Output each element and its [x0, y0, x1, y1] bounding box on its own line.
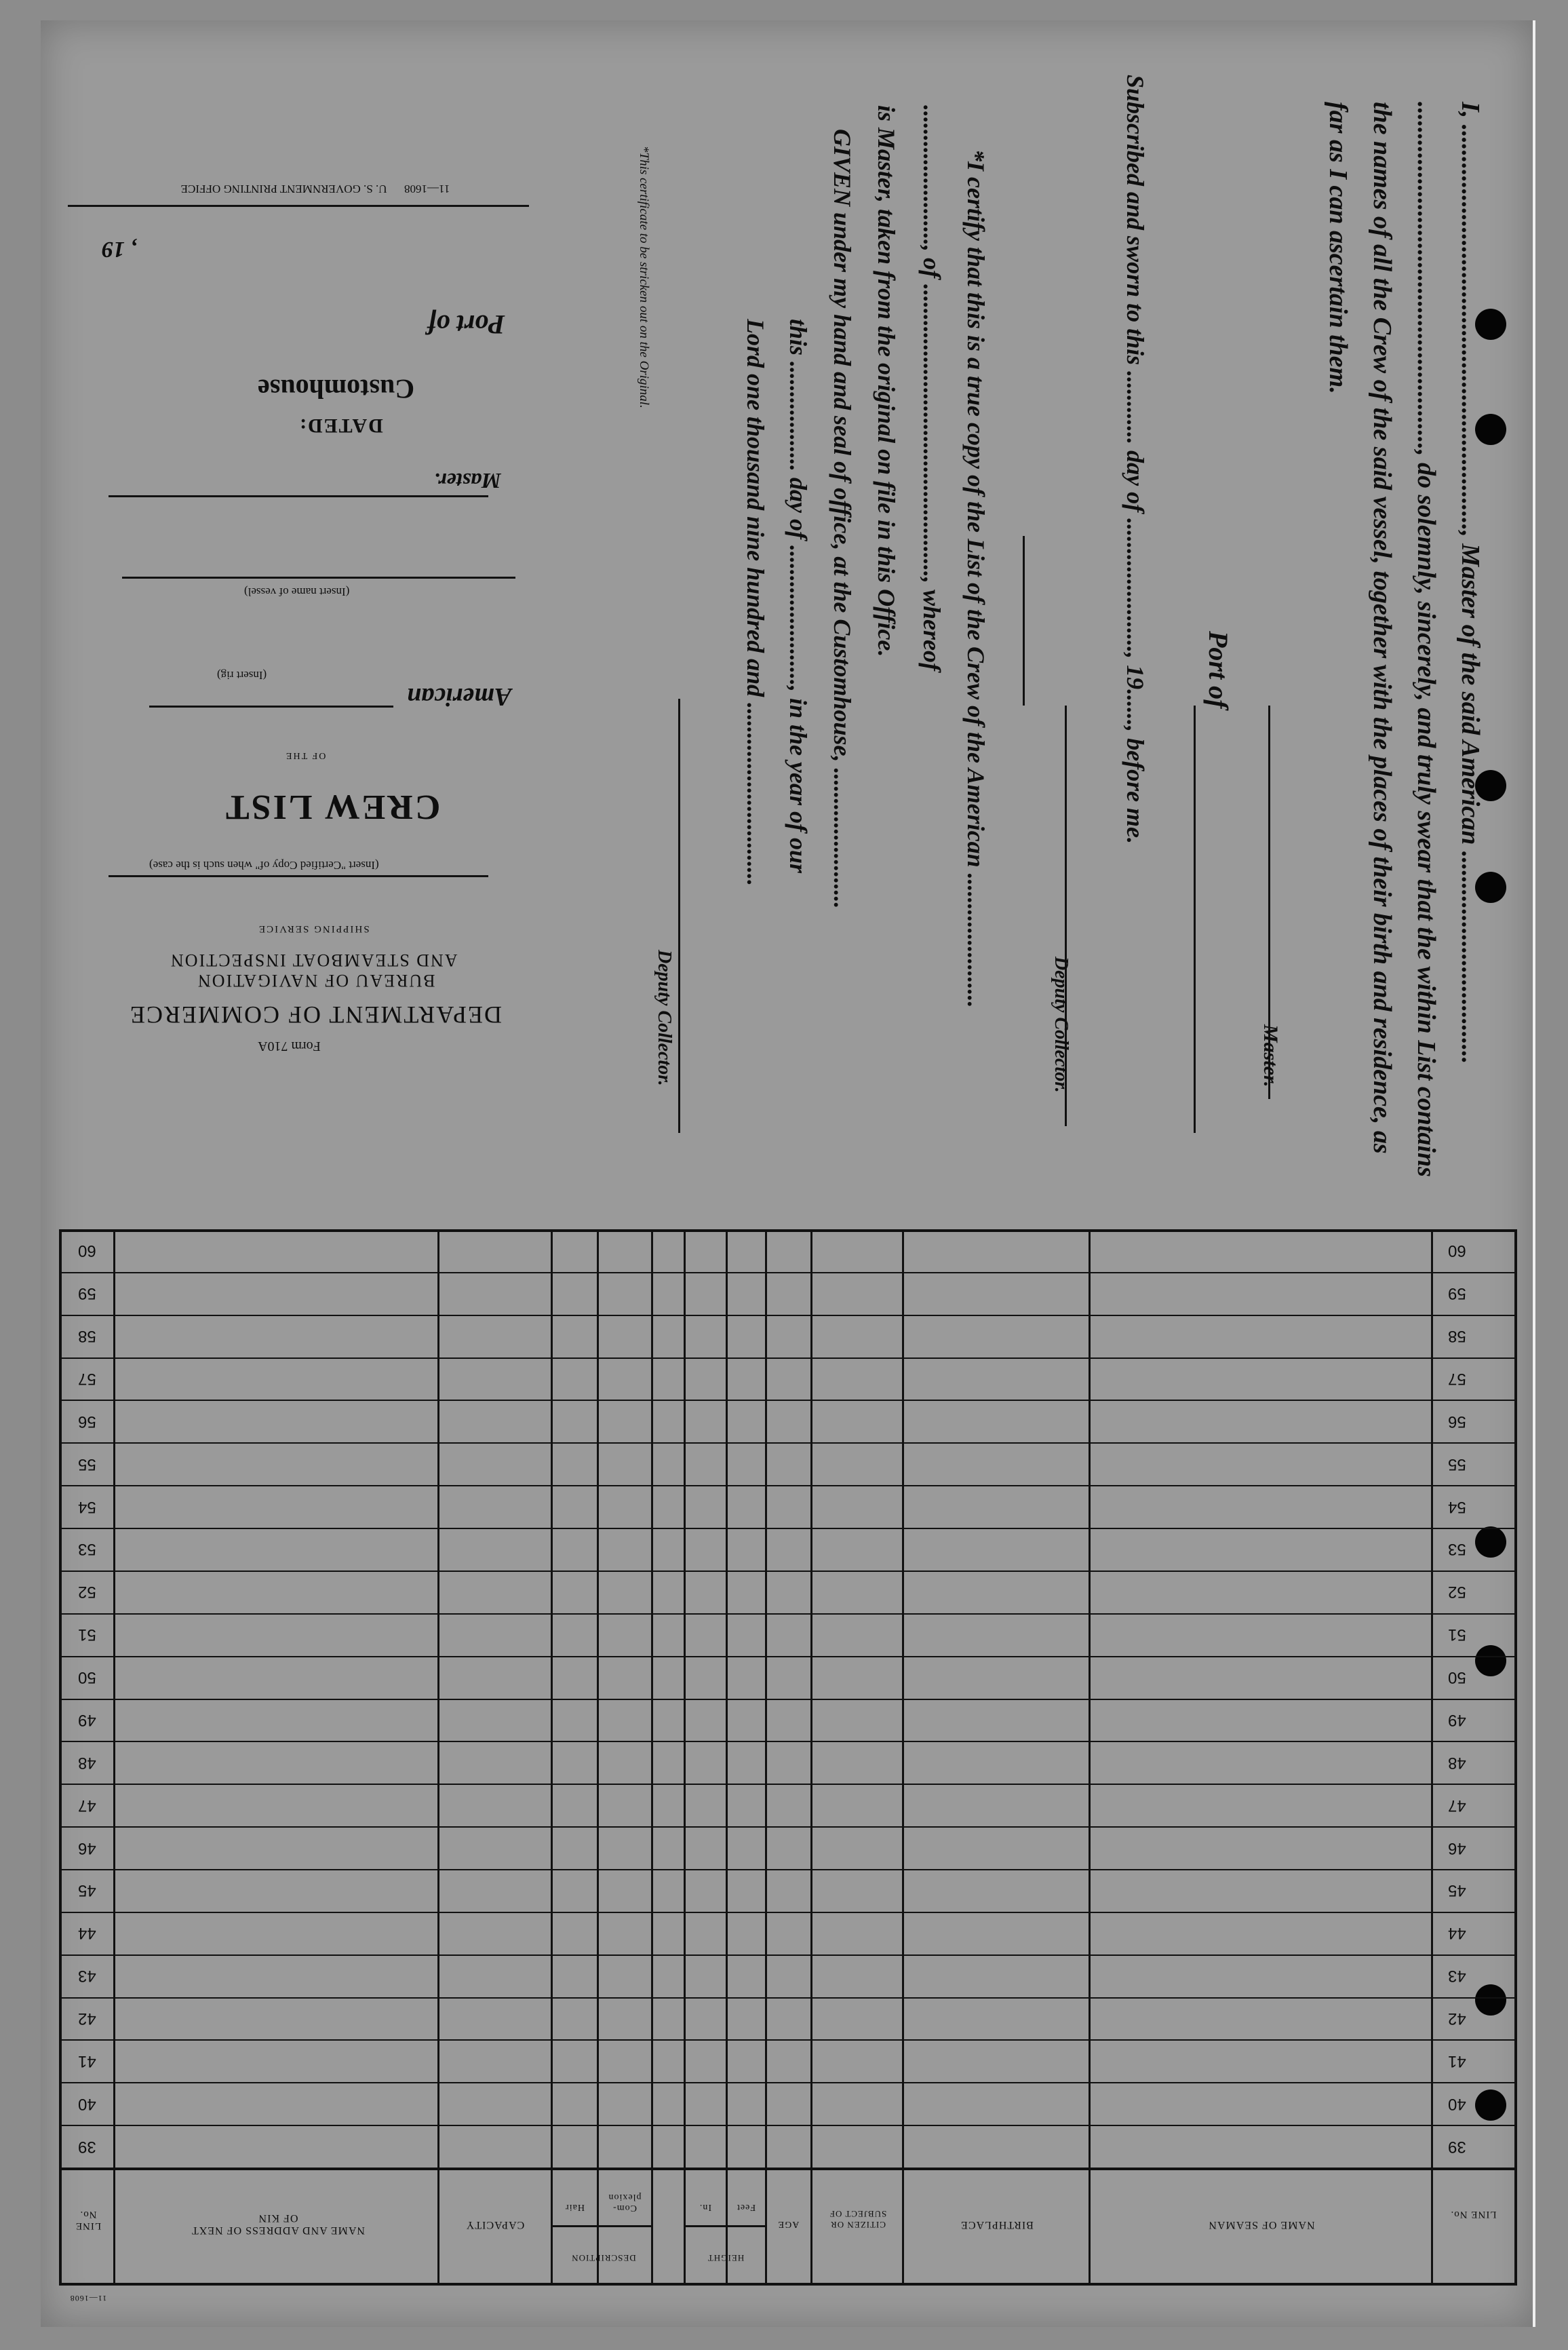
row-rule — [59, 1741, 1517, 1742]
certify-line-2: ......................., of ................................................, whereof — [918, 105, 945, 671]
table-top-border — [59, 1229, 1517, 1232]
line-number-left: 52 — [78, 1583, 96, 1602]
line-number-left: 44 — [78, 1924, 96, 1943]
oath-line-3: the names of all the Crew of the said vessel, together with the places of their birth and residence, as — [1368, 102, 1396, 1154]
table-header-top-border — [59, 2168, 1517, 2170]
cover-insert-rig: (Insert rig) — [217, 669, 267, 682]
line-number-right: 45 — [1448, 1881, 1466, 1900]
row-rule — [59, 1826, 1517, 1828]
cover-certified-line — [109, 875, 488, 877]
header-description: DESCRIPTION — [571, 2253, 636, 2263]
cover-port-of: Port of — [427, 309, 505, 340]
header-feet: Feet — [736, 2202, 756, 2212]
cover-rig-line — [149, 706, 393, 708]
cover-american: American — [407, 682, 512, 711]
line-number-left: 51 — [78, 1625, 96, 1644]
print-office: U. S. GOVERNMENT PRINTING OFFICE — [180, 182, 387, 195]
line-number-left: 49 — [78, 1710, 96, 1729]
cover-dept: DEPARTMENT OF COMMERCE — [129, 1001, 502, 1028]
row-rule — [59, 2039, 1517, 2041]
table-bottom-border — [59, 2283, 1517, 2286]
subheader-rule — [551, 2225, 652, 2227]
cover-master-line — [109, 495, 488, 497]
header-next-of-kin: NAME AND ADDRESS OF NEXT OF KIN — [191, 2212, 366, 2236]
cover-year: , 19 — [102, 237, 136, 262]
line-number-left: 40 — [78, 2094, 96, 2113]
row-rule — [59, 1485, 1517, 1486]
oath-line-4: far as I can ascertain them. — [1324, 102, 1352, 394]
cover-form-no: Form 710A — [258, 1039, 321, 1054]
line-number-left: 50 — [78, 1668, 96, 1687]
row-rule — [59, 1613, 1517, 1615]
line-number-left: 56 — [78, 1412, 96, 1431]
row-rule — [59, 1784, 1517, 1785]
row-rule — [59, 1357, 1517, 1359]
deputy-collector-2-line — [678, 699, 680, 1133]
line-number-right: 60 — [1448, 1241, 1466, 1260]
line-number-left: 54 — [78, 1497, 96, 1516]
certify-line-4: GIVEN under my hand and seal of office, at the Customhouse, ....................... — [829, 129, 856, 909]
certify-line-1: *I certify that this is a true copy of the List of the Crew of the American ...................... — [962, 149, 989, 1008]
line-number-right: 56 — [1448, 1412, 1466, 1431]
line-number-left: 39 — [78, 2137, 96, 2156]
header-line-no-left: LINE No. — [75, 2209, 102, 2231]
header-in: In. — [699, 2202, 712, 2212]
cover-of-the: OF THE — [285, 750, 326, 760]
line-number-right: 44 — [1448, 1924, 1466, 1943]
line-number-right: 59 — [1448, 1284, 1466, 1303]
punch-hole — [1475, 2089, 1506, 2121]
line-number-left: 58 — [78, 1327, 96, 1346]
header-height: HEIGHT — [707, 2253, 745, 2263]
punch-hole — [1475, 1984, 1506, 2016]
header-age: AGE — [777, 2219, 800, 2229]
line-number-right: 50 — [1448, 1668, 1466, 1687]
master-label: Master. — [1259, 1024, 1282, 1087]
line-number-right: 49 — [1448, 1710, 1466, 1729]
line-number-right: 46 — [1448, 1838, 1466, 1857]
row-rule — [59, 1315, 1517, 1316]
line-number-left: 53 — [78, 1540, 96, 1559]
subscribed-line: Subscribed and sworn to this ............ day of ......................, 19......, before me. — [1122, 75, 1149, 845]
cover-top-rule — [68, 205, 529, 207]
cover-bureau-1: BUREAU OF NAVIGATION — [197, 971, 435, 990]
row-rule — [59, 1528, 1517, 1529]
row-rule — [59, 1699, 1517, 1700]
oath-line-2: ......................................................, do solemnly, sincerely, and truly swear that the within List contains — [1412, 102, 1440, 1177]
line-number-right: 42 — [1448, 2009, 1466, 2028]
document-sheet — [41, 20, 1535, 2327]
cover-service: SHIPPING SERVICE — [258, 923, 370, 934]
header-birthplace: BIRTHPLACE — [960, 2219, 1034, 2231]
certify-line-5: this .................. day of ......................., in the year of our — [785, 319, 812, 874]
cover-insert-certified: (Insert "Certified Copy of" when such is the case) — [149, 859, 379, 872]
row-rule — [59, 2125, 1517, 2126]
punch-hole — [1475, 1645, 1506, 1676]
cover-insert-vessel: (Insert name of vessel) — [244, 585, 350, 598]
port-label: Port of — [1203, 631, 1234, 709]
cover-customhouse: Customhouse — [258, 374, 415, 404]
header-complexion: Com- plexion — [608, 2192, 642, 2213]
row-rule — [59, 2082, 1517, 2083]
line-number-left: 59 — [78, 1284, 96, 1303]
line-number-left: 47 — [78, 1796, 96, 1815]
certify-line-3: is Master, taken from the original on file in this Office. — [873, 105, 900, 657]
cover-bureau-2: AND STEAMBOAT INSPECTION — [170, 950, 458, 970]
line-number-right: 54 — [1448, 1497, 1466, 1516]
line-number-right: 53 — [1448, 1540, 1466, 1559]
line-number-right: 39 — [1448, 2137, 1466, 2156]
header-citizen: CITIZEN OR SUBJECT OF — [829, 2209, 887, 2230]
line-number-left: 42 — [78, 2009, 96, 2028]
header-hair: Hair — [565, 2202, 585, 2212]
subheader-rule — [684, 2225, 766, 2227]
line-number-right: 41 — [1448, 2052, 1466, 2070]
punch-hole — [1475, 1526, 1506, 1558]
row-rule — [59, 1912, 1517, 1913]
cover-dated: DATED: — [298, 415, 383, 437]
signature-short-line — [1023, 536, 1025, 706]
line-number-right: 55 — [1448, 1455, 1466, 1473]
line-number-left: 55 — [78, 1455, 96, 1473]
certificate-footnote: *This certificate to be stricken out on the Original. — [637, 146, 651, 408]
line-number-left: 41 — [78, 2052, 96, 2070]
row-rule — [59, 1656, 1517, 1657]
deputy-collector-1: Deputy Collector. — [1051, 957, 1072, 1093]
row-rule — [59, 1272, 1517, 1273]
line-number-right: 40 — [1448, 2094, 1466, 2113]
line-number-right: 52 — [1448, 1583, 1466, 1602]
row-rule — [59, 1997, 1517, 1999]
line-number-left: 48 — [78, 1753, 96, 1772]
line-number-left: 45 — [78, 1881, 96, 1900]
corner-code: 11—1608 — [69, 2294, 107, 2303]
print-code: 11—1608 — [404, 182, 450, 195]
row-rule — [59, 1400, 1517, 1401]
cover-master: Master. — [434, 469, 501, 493]
port-blank-line — [1194, 706, 1196, 1133]
line-number-left: 43 — [78, 1967, 96, 1986]
cover-vessel-line — [122, 577, 515, 579]
row-rule — [59, 1571, 1517, 1572]
oath-line-1: I, ..............................................................., Master of the said American ................................. — [1456, 102, 1485, 1064]
line-number-right: 58 — [1448, 1327, 1466, 1346]
line-number-right: 57 — [1448, 1370, 1466, 1389]
printing-office — [109, 182, 522, 195]
line-number-left: 60 — [78, 1241, 96, 1260]
line-number-right: 43 — [1448, 1967, 1466, 1986]
header-line-no-right: LINE No. — [1450, 2209, 1497, 2220]
cover-title: CREW LIST — [224, 788, 441, 826]
line-number-right: 47 — [1448, 1796, 1466, 1815]
line-number-right: 51 — [1448, 1625, 1466, 1644]
line-number-left: 46 — [78, 1838, 96, 1857]
row-rule — [59, 1869, 1517, 1870]
row-rule — [59, 1954, 1517, 1956]
line-number-right: 48 — [1448, 1753, 1466, 1772]
row-rule — [59, 1442, 1517, 1444]
header-name-of-seaman: NAME OF SEAMAN — [1208, 2219, 1315, 2231]
deputy-collector-2: Deputy Collector. — [654, 950, 675, 1086]
certify-line-6: Lord one thousand nine hundred and .............................. — [742, 319, 769, 887]
header-capacity: CAPACITY — [465, 2219, 525, 2231]
line-number-left: 57 — [78, 1370, 96, 1389]
